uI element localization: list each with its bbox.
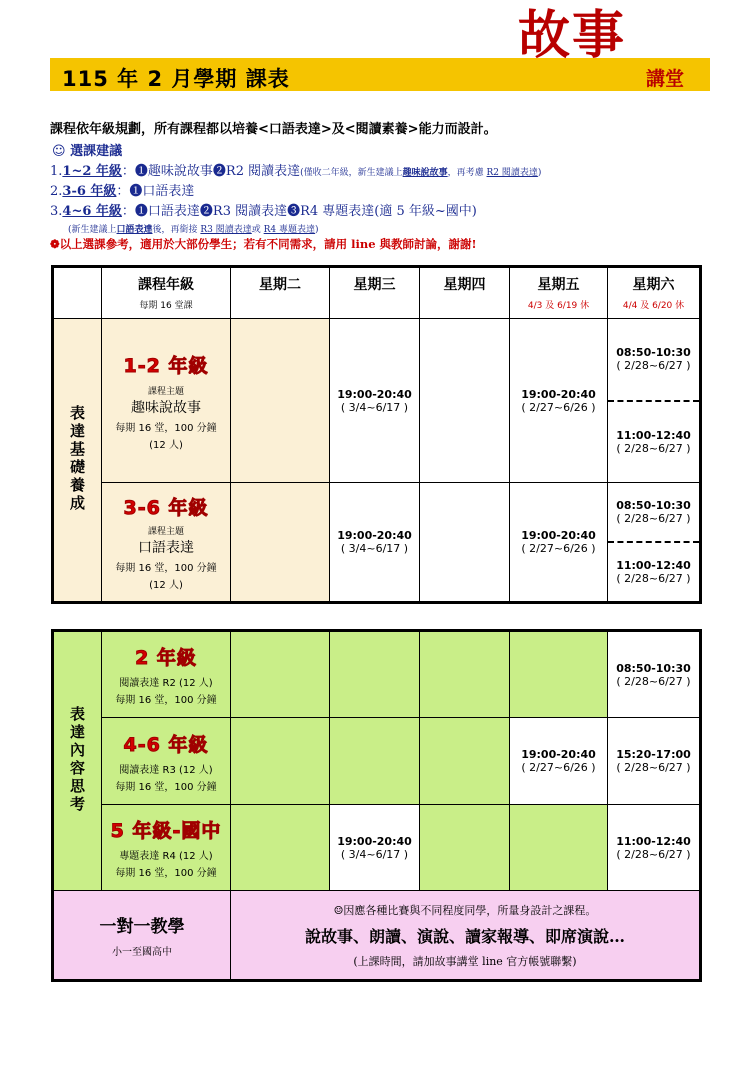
header-friday: 星期五 4/3 及 6/19 休: [510, 267, 608, 319]
table-row: [53, 483, 701, 603]
table-row: [53, 631, 701, 718]
slot-thursday: [420, 718, 510, 805]
logo: 故事: [518, 5, 627, 66]
slot-tuesday: [231, 483, 330, 603]
recommendation-line-1: 1.1~2 年級：❶趣味說故事❷R2 閱讀表達(僅收二年級，新生建議上趣味說故事，再考慮 R2 閱讀表達): [50, 164, 542, 179]
header-saturday: 星期六 4/4 及 6/20 休: [608, 267, 701, 319]
slot-saturday: 15:20-17:00 ( 2/28~6/27 ): [608, 718, 701, 805]
slot-wednesday: 19:00-20:40 ( 3/4~6/17 ): [330, 483, 420, 603]
warning-note: ❁以上選課參考，適用於大部份學生；若有不同需求，請用 line 與教師討論，謝謝!: [50, 237, 477, 251]
schedule-table-content: [51, 629, 702, 982]
slot-thursday: [420, 805, 510, 891]
table-row: [53, 319, 701, 483]
course-cell: 3-6 年級 課程主題 口語表達 每期 16 堂，100 分鐘 (12 人): [102, 483, 231, 603]
slot-wednesday: [330, 631, 420, 718]
slot-thursday: [420, 319, 510, 483]
slot-friday: 19:00-20:40 ( 2/27~6/26 ): [510, 319, 608, 483]
slot-saturday: 11:00-12:40 ( 2/28~6/27 ): [608, 805, 701, 891]
course-cell: 5 年級-國中 專題表達 R4 (12 人) 每期 16 堂，100 分鐘: [102, 805, 231, 891]
corner-cell: [53, 267, 102, 319]
group-label: 表達基礎養成: [53, 319, 102, 603]
slot-thursday: [420, 631, 510, 718]
page-title: 115 年 2 月學期 課表: [62, 67, 290, 91]
slot-friday: [510, 631, 608, 718]
header-thursday: 星期四: [420, 267, 510, 319]
recommendation-line-2: 2.3-6 年級：❶口語表達: [50, 184, 195, 199]
slot-saturday: 08:50-10:30 ( 2/28~6/27 ): [608, 631, 701, 718]
one-on-one-row: [53, 891, 701, 981]
course-cell: 1-2 年級 課程主題 趣味說故事 每期 16 堂，100 分鐘 (12 人): [102, 319, 231, 483]
recommendation-note: (新生建議上口語表達後，再銜接 R3 閱讀表達或 R4 專題表達): [68, 225, 319, 235]
slot-tuesday: [231, 805, 330, 891]
slot-wednesday: [330, 718, 420, 805]
slot-thursday: [420, 483, 510, 603]
recommendation-line-3: 3.4~6 年級：❶口語表達❷R3 閱讀表達❸R4 專題表達(適 5 年級~國中): [50, 204, 477, 219]
table-header-row: [53, 267, 701, 319]
intro-text: 課程依年級規劃，所有課程都以培養<口語表達>及<閱讀素養>能力而設計。: [50, 122, 497, 137]
header-tuesday: 星期二: [231, 267, 330, 319]
table-row: [53, 805, 701, 891]
one-on-one-desc-cell: ☺因應各種比賽與不同程度同學，所量身設計之課程。 說故事、朗讀、演說、讀家報導、即席演說… (上課時間，請加故事講堂 line 官方帳號聯繫): [231, 891, 701, 981]
table-row: [53, 718, 701, 805]
logo-subtitle: 講堂: [646, 68, 685, 90]
one-on-one-title-cell: 一對一教學 小一至國高中: [53, 891, 231, 981]
slot-saturday: 08:50-10:30 ( 2/28~6/27 ) 11:00-12:40 ( 2/28~6/27 ): [608, 483, 701, 603]
slot-friday: 19:00-20:40 ( 2/27~6/26 ): [510, 718, 608, 805]
slot-tuesday: [231, 631, 330, 718]
slot-friday: 19:00-20:40 ( 2/27~6/26 ): [510, 483, 608, 603]
schedule-table-basic: [51, 265, 702, 604]
slot-tuesday: [231, 718, 330, 805]
slot-wednesday: 19:00-20:40 ( 3/4~6/17 ): [330, 805, 420, 891]
header-wednesday: 星期三: [330, 267, 420, 319]
recommendation-title: ☺ 選課建議: [52, 144, 123, 159]
slot-friday: [510, 805, 608, 891]
group-label: 表達內容思考: [53, 631, 102, 891]
slot-saturday: 08:50-10:30 ( 2/28~6/27 ) 11:00-12:40 ( 2/28~6/27 ): [608, 319, 701, 483]
course-cell: 2 年級 閱讀表達 R2 (12 人) 每期 16 堂，100 分鐘: [102, 631, 231, 718]
slot-wednesday: 19:00-20:40 ( 3/4~6/17 ): [330, 319, 420, 483]
slot-tuesday: [231, 319, 330, 483]
header-course: 課程年級 每期 16 堂課: [102, 267, 231, 319]
course-cell: 4-6 年級 閱讀表達 R3 (12 人) 每期 16 堂，100 分鐘: [102, 718, 231, 805]
